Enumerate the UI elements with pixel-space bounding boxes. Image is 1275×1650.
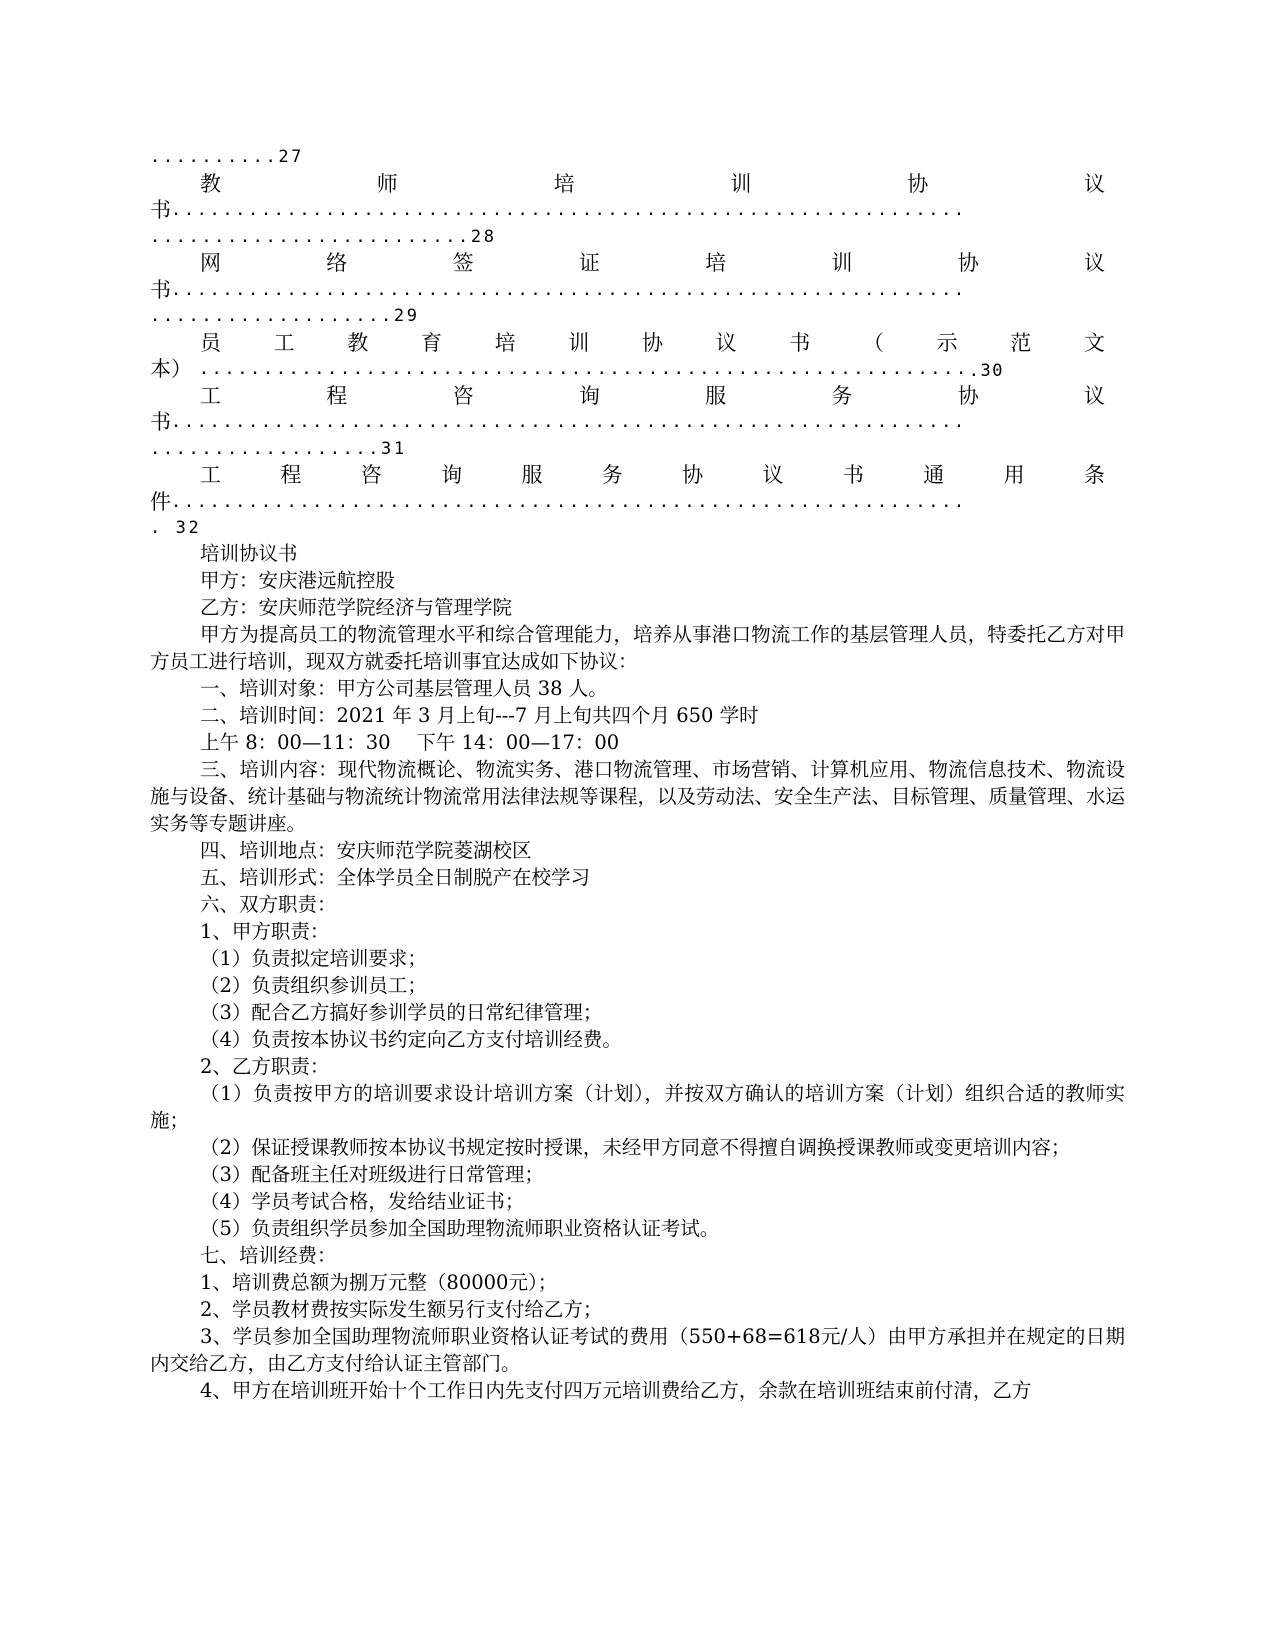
toc-char: 协 (957, 383, 979, 408)
toc-line (150, 356, 1125, 383)
toc-char: 服 (705, 383, 727, 408)
toc-dots-page: .........................28 (150, 226, 497, 247)
toc-line (150, 144, 1125, 171)
toc-lead: 书 (150, 198, 171, 222)
toc-entry-title[interactable] (150, 171, 1125, 198)
toc-char: 务 (831, 383, 853, 408)
toc-char: 络 (326, 251, 348, 275)
fee-item: 1、培训费总额为捌万元整（80000元）； (200, 1271, 558, 1294)
toc-char: 示 (936, 330, 958, 355)
toc-entry-title[interactable] (150, 330, 1125, 357)
toc-char: 训 (568, 330, 590, 355)
toc-dots-page: ..........27 (150, 147, 305, 167)
toc-char: 工 (200, 463, 221, 487)
party-a-duties-title: 1、甲方职责： (200, 920, 330, 943)
toc-char: 咨 (452, 383, 474, 408)
document-heading: 培训协议书 (200, 542, 298, 565)
fee-item: 2、学员教材费按实际发生额另行支付给乙方； (200, 1298, 603, 1321)
toc-dots: ............................................................ (198, 359, 969, 379)
toc-char: 协 (641, 330, 663, 355)
toc-char: （ (862, 330, 884, 355)
party-a-duty: （1）负责拟定培训要求； (200, 947, 427, 970)
table-of-contents (150, 144, 1125, 542)
clause-training-fees: 七、培训经费： (200, 1244, 337, 1267)
toc-dots: .............................................................. (171, 491, 967, 512)
toc-lead: 书 (150, 410, 171, 434)
toc-char: 议 (762, 463, 784, 487)
toc-line (150, 303, 1125, 330)
clause-training-form: 五、培训形式：全体学员全日制脱产在校学习 (200, 866, 591, 889)
toc-line (150, 197, 1125, 224)
clause-training-location: 四、培训地点：安庆师范学院菱湖校区 (200, 839, 532, 862)
party-b-duty: （5）负责组织学员参加全国助理物流师职业资格认证考试。 (200, 1217, 720, 1240)
toc-char: 育 (420, 330, 442, 355)
party-b-duties-title: 2、乙方职责： (200, 1055, 330, 1078)
toc-char: 网 (200, 251, 221, 275)
toc-dots: .............................................................. (171, 200, 967, 220)
toc-char: 条 (1083, 463, 1105, 487)
toc-entry-title[interactable] (150, 383, 1125, 410)
party-a-duty: （3）配合乙方搞好参训学员的日常纪律管理； (200, 1001, 603, 1024)
fee-item: 4、甲方在培训班开始十个工作日内先支付四万元培训费给乙方，余款在培训班结束前付清，乙方 (200, 1379, 1032, 1402)
toc-char: 书 (789, 330, 811, 355)
toc-dots-page: . 32 (150, 518, 202, 538)
toc-char: 通 (923, 463, 945, 487)
toc-lead: 本） (150, 357, 192, 381)
toc-entry-title[interactable] (150, 462, 1125, 489)
toc-char: 培 (494, 330, 516, 355)
toc-char: 培 (553, 171, 575, 196)
toc-char: 议 (1083, 383, 1105, 408)
toc-char: 训 (831, 251, 853, 275)
toc-char: 员 (200, 330, 221, 355)
toc-char: 询 (441, 463, 463, 487)
party-b-duty: （2）保证授课教师按本协议书规定按时授课，未经甲方同意不得擅自调换授课教师或变更培训内容； (200, 1136, 1071, 1159)
toc-char: 教 (347, 330, 369, 355)
party-b-duty: （1）负责按甲方的培训要求设计培训方案（计划），并按双方确认的培训方案（计划）组织合适的教师实施； (150, 1082, 1125, 1132)
agreement-body (150, 540, 1125, 1404)
toc-char: 培 (705, 251, 727, 275)
toc-char: 书 (842, 463, 864, 487)
toc-char: 议 (715, 330, 737, 355)
party-a-duty: （2）负责组织参训员工； (200, 974, 427, 997)
toc-char: 协 (682, 463, 704, 487)
toc-dots: .............................................................. (171, 412, 967, 432)
toc-lead: 书 (150, 277, 171, 302)
toc-char: 训 (730, 171, 752, 196)
toc-char: 范 (1010, 330, 1032, 355)
toc-char: 程 (280, 463, 302, 487)
toc-line (150, 489, 1125, 516)
clause-trainees: 一、培训对象：甲方公司基层管理人员 38 人。 (200, 677, 608, 700)
toc-line (150, 436, 1125, 463)
toc-dots-page: ..................31 (150, 438, 407, 459)
toc-char: 教 (200, 171, 221, 196)
toc-char: 咨 (360, 463, 382, 487)
toc-char: 师 (376, 171, 398, 196)
toc-line (150, 409, 1125, 436)
clause-training-time: 二、培训时间：2021 年 3 月上旬---7 月上旬共四个月 650 学时 (200, 704, 759, 727)
toc-entry-title[interactable] (150, 250, 1125, 277)
toc-line (150, 277, 1125, 304)
party-b: 乙方：安庆师范学院经济与管理学院 (200, 596, 513, 619)
toc-page-number: .30 (968, 361, 1004, 381)
toc-char: 程 (326, 383, 348, 408)
party-b-duty: （3）配备班主任对班级进行日常管理； (200, 1163, 544, 1186)
toc-char: 务 (601, 463, 623, 487)
toc-dots: .............................................................. (171, 279, 967, 300)
toc-char: 证 (578, 251, 600, 275)
intro-paragraph: 甲方为提高员工的物流管理水平和综合管理能力，培养从事港口物流工作的基层管理人员，特委托乙方对甲方员工进行培训，现双方就委托培训事宜达成如下协议： (150, 623, 1125, 673)
clause-daily-schedule: 上午 8：00—11：30 下午 14：00—17：00 (200, 731, 620, 754)
toc-char: 议 (1083, 171, 1105, 196)
toc-char: 服 (521, 463, 543, 487)
party-b-duty: （4）学员考试合格，发给结业证书； (200, 1190, 525, 1213)
toc-char: 工 (200, 383, 221, 408)
toc-char: 协 (907, 171, 929, 196)
toc-dots-page: ...................29 (150, 306, 420, 326)
document-page (150, 0, 1125, 1650)
toc-char: 签 (452, 251, 474, 275)
party-a: 甲方：安庆港远航控股 (200, 569, 396, 592)
toc-line (150, 224, 1125, 251)
clause-duties: 六、双方职责： (200, 893, 337, 916)
toc-lead: 件 (150, 489, 171, 514)
toc-char: 议 (1083, 251, 1105, 275)
toc-char: 协 (957, 251, 979, 275)
clause-training-content: 三、培训内容：现代物流概论、物流实务、港口物流管理、市场营销、计算机应用、物流信息技术、物流设施与设备、统计基础与物流统计物流常用法律法规等课程，以及劳动法、安全生产法、目标管理、质量管理、水运实务等专题讲座。 (150, 758, 1126, 835)
fee-item: 3、学员参加全国助理物流师职业资格认证考试的费用（550+68=618元/人）由甲方承担并在规定的日期内交给乙方，由乙方支付给认证主管部门。 (150, 1325, 1125, 1375)
toc-char: 工 (273, 330, 295, 355)
toc-char: 文 (1083, 330, 1105, 355)
party-a-duty: （4）负责按本协议书约定向乙方支付培训经费。 (200, 1028, 622, 1051)
toc-char: 询 (578, 383, 600, 408)
toc-char: 用 (1003, 463, 1025, 487)
toc-line (150, 515, 1125, 542)
